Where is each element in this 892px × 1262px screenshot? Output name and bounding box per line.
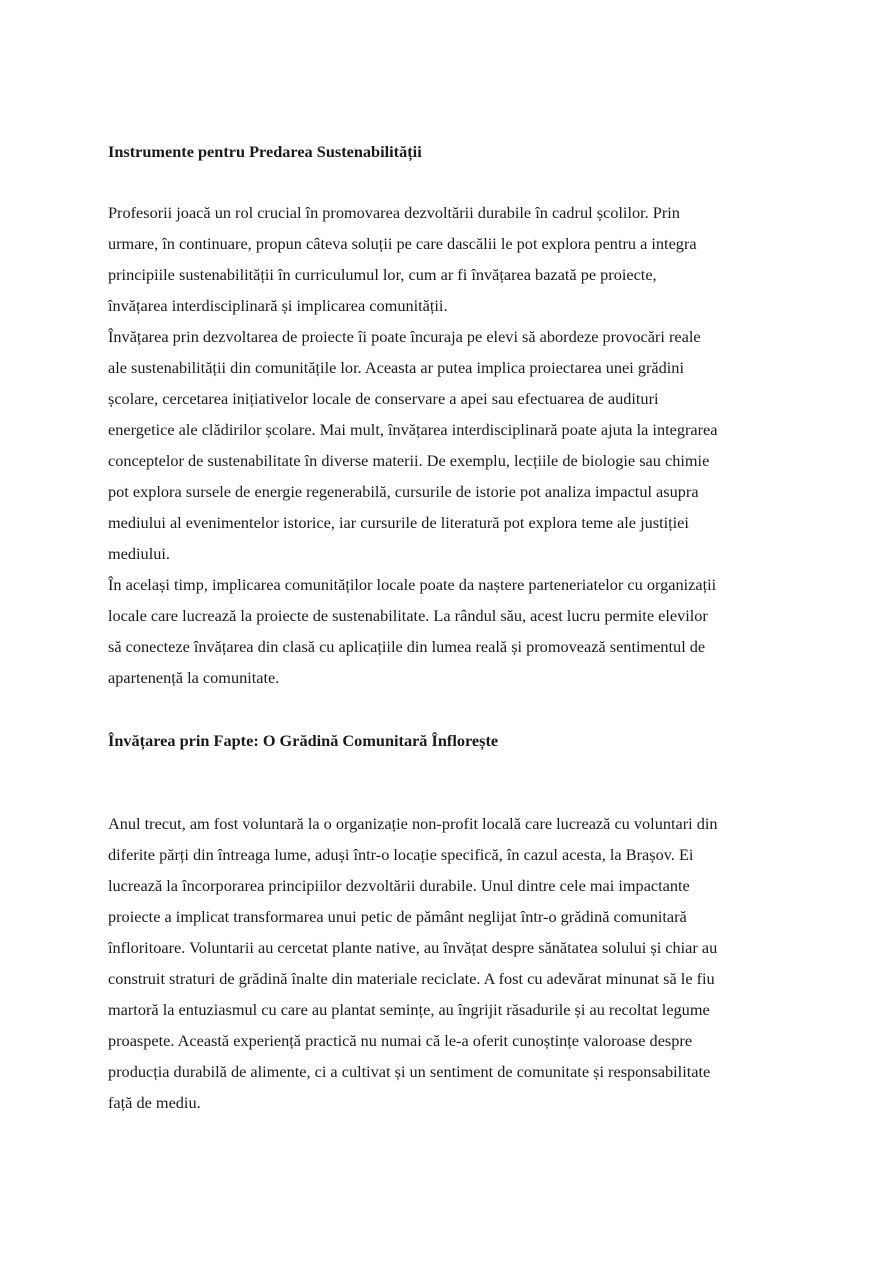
text-line: Anul trecut, am fost voluntară la o organizație non-profit locală care lucrează cu voluntari din (108, 814, 718, 833)
text-line: înfloritoare. Voluntarii au cercetat plante native, au învățat despre sănătatea solului și chiar au (108, 938, 718, 957)
text-line: pot explora sursele de energie regenerabilă, cursurile de istorie pot analiza impactul asupra (108, 482, 699, 501)
text-line: față de mediu. (108, 1093, 201, 1112)
text-line: Învățarea prin dezvoltarea de proiecte îi poate încuraja pe elevi să abordeze provocări reale (108, 327, 701, 346)
text-line: să conecteze învățarea din clasă cu aplicațiile din lumea reală și promovează sentimentul de (108, 637, 706, 656)
text-line: producția durabilă de alimente, ci a cultivat și un sentiment de comunitate și responsabilitate (108, 1062, 711, 1081)
text-line: construit straturi de grădină înalte din materiale reciclate. A fost cu adevărat minunat să le fiu (108, 969, 715, 988)
section-heading: Învățarea prin Fapte: O Grădină Comunitară Înflorește (108, 731, 499, 750)
text-line: apartenență la comunitate. (108, 668, 280, 687)
text-line: conceptelor de sustenabilitate în diverse materii. De exemplu, lecțiile de biologie sau chimie (108, 451, 710, 470)
text-line: martoră la entuziasmul cu care au plantat semințe, au îngrijit răsadurile și au recoltat legume (108, 1000, 710, 1019)
text-line: Profesorii joacă un rol crucial în promovarea dezvoltării durabile în cadrul școlilor. Prin (108, 203, 680, 222)
text-line: mediului al evenimentelor istorice, iar cursurile de literatură pot explora teme ale justiției (108, 513, 689, 532)
text-line: proaspete. Această experiență practică nu numai că le-a oferit cunoștințe valoroase despre (108, 1031, 693, 1050)
text-line: școlare, cercetarea inițiativelor locale de conservare a apei sau efectuarea de audituri (108, 389, 659, 408)
text-line: ale sustenabilității din comunitățile lor. Aceasta ar putea implica proiectarea unei grădini (108, 358, 684, 377)
text-line: urmare, în continuare, propun câteva soluții pe care dascălii le pot explora pentru a integra (108, 234, 697, 253)
text-line: mediului. (108, 544, 170, 563)
text-line: energetice ale clădirilor școlare. Mai mult, învățarea interdisciplinară poate ajuta la integrarea (108, 420, 718, 439)
text-line: principiile sustenabilității în curriculumul lor, cum ar fi învățarea bazată pe proiecte, (108, 265, 657, 284)
text-line: lucrează la încorporarea principiilor dezvoltării durabile. Unul dintre cele mai impactante (108, 876, 690, 895)
text-line: proiecte a implicat transformarea unui petic de pământ neglijat într-o grădină comunitară (108, 907, 687, 926)
text-line: locale care lucrează la proiecte de sustenabilitate. La rândul său, acest lucru permite elevilor (108, 606, 708, 625)
text-line: În același timp, implicarea comunităților locale poate da naștere parteneriatelor cu organizații (108, 575, 717, 594)
section-heading: Instrumente pentru Predarea Sustenabilității (108, 142, 422, 161)
text-line: învățarea interdisciplinară și implicarea comunității. (108, 296, 448, 315)
text-line: diferite părți din întreaga lume, aduși într-o locație specifică, în cazul acesta, la Brașov. Ei (108, 845, 694, 864)
